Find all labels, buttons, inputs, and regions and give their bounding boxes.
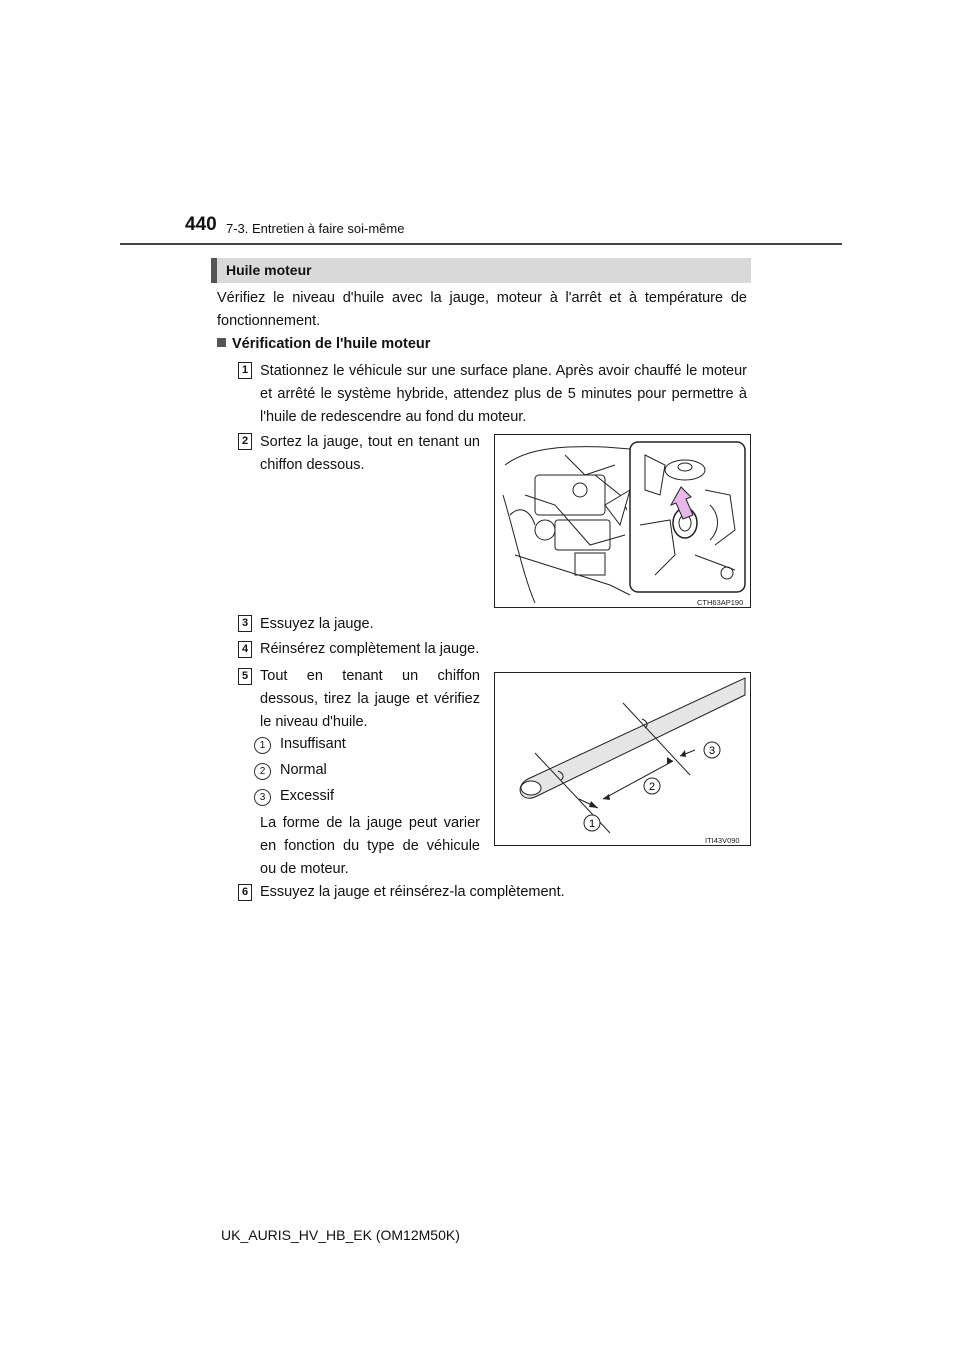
section-heading <box>211 258 751 283</box>
step-number-2: 2 <box>238 433 252 450</box>
level-number-3: 3 <box>254 789 271 806</box>
level-number-1: 1 <box>254 737 271 754</box>
dipstick-illustration <box>495 673 750 845</box>
step-3-text: Essuyez la jauge. <box>260 616 374 632</box>
page-number: 440 <box>185 214 217 235</box>
dipstick-levels-figure <box>494 672 751 846</box>
breadcrumb: 7-3. Entretien à faire soi-même <box>226 221 405 236</box>
intro-paragraph: Vérifiez le niveau d'huile avec la jauge, moteur à l'arrêt et à température de fonctionnement. <box>217 290 747 329</box>
step-6-text: Essuyez la jauge et réinsérez-la complètement. <box>260 884 565 900</box>
engine-dipstick-figure <box>494 434 751 608</box>
dipstick-callout-2: 2 <box>648 781 656 793</box>
model-footer: UK_AURIS_HV_HB_EK (OM12M50K) <box>221 1227 460 1243</box>
dipstick-figure-code: ITI43V090 <box>705 836 740 845</box>
step-number-1: 1 <box>238 362 252 379</box>
step-5-text: Tout en tenant un chiffon dessous, tirez la jauge et vérifiez le niveau d'huile. <box>260 668 480 730</box>
engine-figure-code: CTH63AP190 <box>697 598 744 607</box>
dipstick-callout-3: 3 <box>708 745 716 757</box>
header-divider <box>120 243 842 245</box>
step-number-4: 4 <box>238 641 252 658</box>
step-1-text: Stationnez le véhicule sur une surface plane. Après avoir chauffé le moteur et arrêté le système hybride, attendez plus de 5 minutes pour permettre à l'huile de redescendre au fond du moteur. <box>260 363 747 425</box>
level-number-2: 2 <box>254 763 271 780</box>
dipstick-note: La forme de la jauge peut varier en fonction du type de véhicule ou de moteur. <box>260 815 480 877</box>
step-number-5: 5 <box>238 668 252 685</box>
subheading <box>217 336 430 352</box>
step-number-6: 6 <box>238 884 252 901</box>
level-label-insufficient: Insuffisant <box>280 736 346 752</box>
step-2-text: Sortez la jauge, tout en tenant un chiffon dessous. <box>260 434 480 473</box>
section-title: Huile moteur <box>226 262 312 278</box>
level-label-excessive: Excessif <box>280 788 334 804</box>
level-label-normal: Normal <box>280 762 327 778</box>
section-heading-bar <box>211 258 217 283</box>
subheading-text: Vérification de l'huile moteur <box>232 336 431 352</box>
step-4-text: Réinsérez complètement la jauge. <box>260 641 480 657</box>
step-number-3: 3 <box>238 615 252 632</box>
engine-compartment-illustration <box>495 435 750 607</box>
dipstick-callout-1: 1 <box>588 818 596 830</box>
square-bullet-icon <box>217 338 226 347</box>
